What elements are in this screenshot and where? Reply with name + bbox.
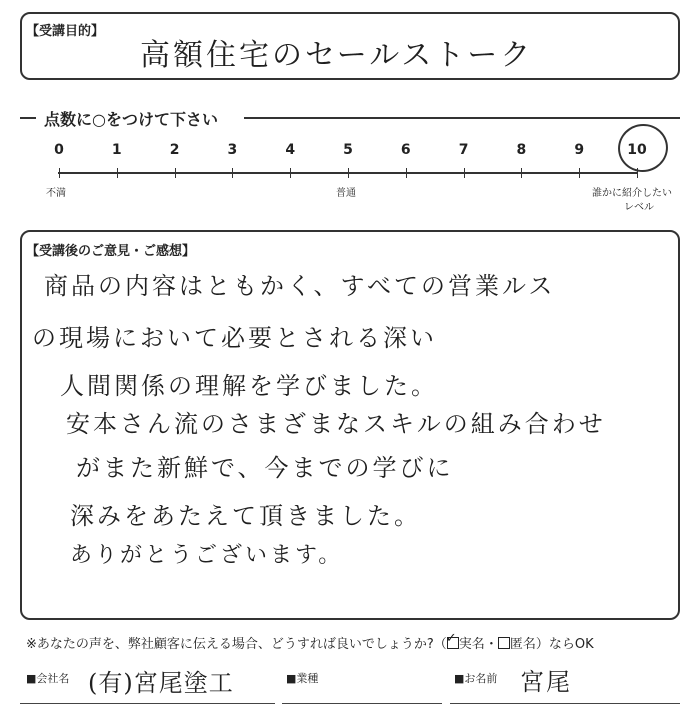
score-mid-label: 普通 [336, 188, 356, 199]
consent-text-after: ）ならOK [535, 637, 594, 652]
score-number[interactable]: 0 [54, 142, 64, 158]
feedback-line: がまた新鮮で、今までの学びに [76, 454, 454, 482]
feedback-label: 【受講後のご意見・ご感想】 [26, 244, 196, 259]
score-number[interactable]: 4 [285, 142, 296, 158]
score-heading-rule-left [20, 117, 36, 119]
consent-text-before: ※あなたの声を、弊社顧客に伝える場合、どうすれば良いでしょうか?（ [26, 637, 447, 652]
consent-option-real: 実名 [458, 637, 485, 652]
checkbox-real-name[interactable] [445, 631, 459, 649]
score-heading-rule-right [244, 117, 680, 119]
selected-score-circle[interactable] [614, 119, 673, 176]
score-high-label-line2: レベル [624, 202, 654, 213]
industry-underline [282, 703, 442, 704]
purpose-label: 【受講目的】 [26, 24, 105, 39]
score-number[interactable]: 1 [111, 142, 122, 158]
score-number[interactable]: 9 [574, 142, 585, 158]
purpose-answer[interactable]: 高額住宅のセールストーク [140, 38, 534, 73]
checkbox-anonymous[interactable] [498, 637, 510, 649]
consent-separator: ・ [484, 637, 498, 652]
feedback-line: の現場において必要とされる深い [32, 324, 437, 352]
consent-line [26, 633, 594, 652]
score-number[interactable]: 8 [516, 142, 527, 158]
company-value[interactable]: (有)宮尾塗工 [88, 669, 234, 697]
score-number[interactable]: 3 [227, 142, 238, 158]
check-mark-icon: ✓ [445, 631, 457, 646]
feedback-line: 商品の内容はともかく、すべての営業ルス [44, 272, 556, 300]
score-number[interactable]: 5 [343, 142, 353, 158]
score-number[interactable]: 6 [400, 142, 411, 158]
company-underline [20, 703, 275, 704]
score-number[interactable]: 7 [458, 142, 469, 158]
industry-label: ■業種 [286, 672, 319, 685]
feedback-line: 深みをあたえて頂きました。 [70, 502, 421, 530]
consent-option-anon: 匿名 [509, 637, 536, 652]
name-value[interactable]: 宮尾 [520, 668, 572, 696]
name-underline [450, 703, 680, 704]
score-heading: 点数に○をつけて下さい [44, 110, 218, 129]
company-label: ■会社名 [26, 672, 70, 685]
score-high-label-line1: 誰かに紹介したい [592, 188, 672, 199]
feedback-line: 安本さん流のさまざまなスキルの組み合わせ [66, 410, 606, 438]
score-low-label: 不満 [46, 188, 66, 199]
feedback-line: 人間関係の理解を学びました。 [60, 372, 438, 400]
score-number[interactable]: 10 [627, 142, 647, 158]
name-label: ■お名前 [454, 672, 498, 685]
score-scale-line [58, 172, 638, 174]
score-number[interactable]: 2 [169, 142, 180, 158]
feedback-line: ありがとうございます。 [70, 543, 344, 568]
